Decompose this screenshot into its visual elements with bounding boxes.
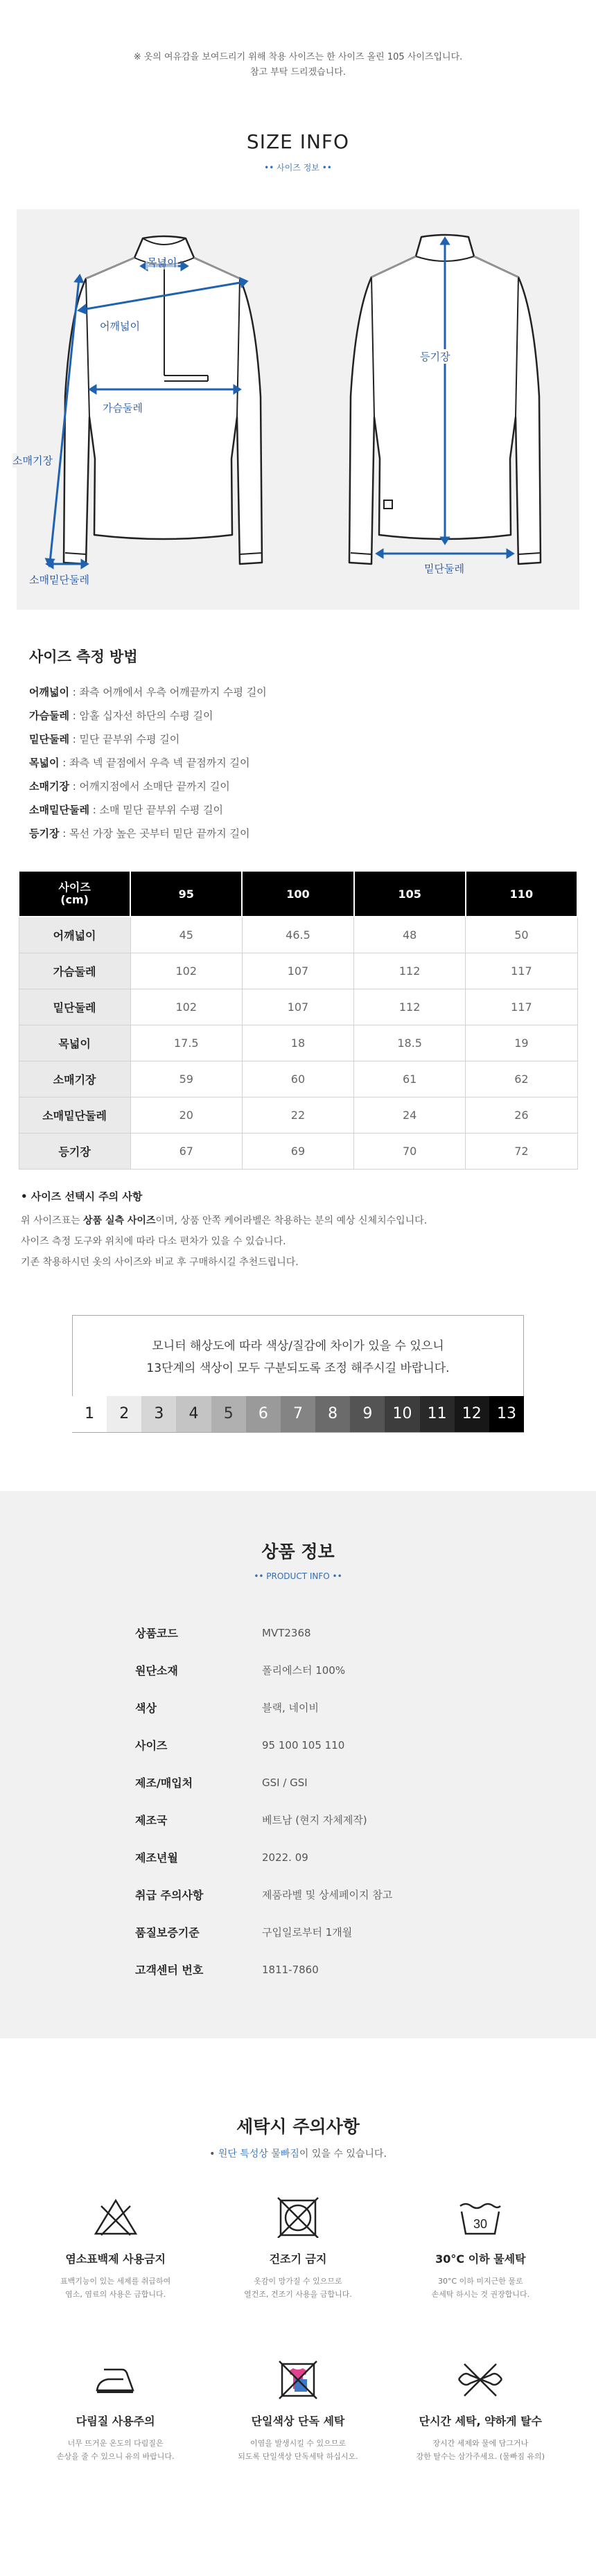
size-table-header: [19, 871, 577, 917]
measure-value: : 목선 가장 높은 곳부터 밑단 끝까지 길이: [59, 827, 250, 840]
size-value-cell: 102: [130, 989, 242, 1025]
row-label-cell: 등기장: [19, 1133, 130, 1169]
product-info-row: [135, 1689, 596, 1727]
product-info-row: [135, 1951, 596, 1988]
size-value-cell: 26: [466, 1097, 577, 1133]
product-info-list: [135, 1614, 596, 1988]
row-label-cell: 소매기장: [19, 1061, 130, 1097]
measure-key: 목넓이: [29, 757, 60, 769]
caution-line-1: 위 사이즈표는 상품 실측 사이즈이며, 상품 안쪽 케어라벨은 착용하는 분의 예상 신체치수입니다.: [21, 1215, 428, 1226]
product-info-row: [135, 1801, 596, 1839]
size-value-cell: 18: [242, 1025, 353, 1061]
product-info-row: [135, 1727, 596, 1764]
measure-key: 소매기장: [29, 780, 69, 793]
header-cell: 110: [466, 871, 577, 917]
size-value-cell: 22: [242, 1097, 353, 1133]
info-value: 구입일로부터 1개월: [262, 1926, 353, 1939]
table-row: [19, 917, 577, 953]
wash-30-icon: [456, 2196, 505, 2238]
caution-line-3: 기존 착용하시던 옷의 사이즈와 비교 후 구매하시길 추천드립니다.: [21, 1256, 299, 1268]
table-row: [19, 1061, 577, 1097]
size-value-cell: 112: [354, 989, 466, 1025]
size-value-cell: 67: [130, 1133, 242, 1169]
table-row: [19, 989, 577, 1025]
label-neck: 목넓이: [147, 256, 177, 269]
size-value-cell: 70: [354, 1133, 466, 1169]
size-diagram: [12, 209, 579, 610]
info-value: 1811-7860: [262, 1963, 319, 1976]
info-key: 사이즈: [135, 1739, 168, 1752]
wash-title: 세탁시 주의사항: [236, 2116, 360, 2137]
measure-key: 소매밑단둘레: [29, 804, 89, 816]
info-value: 제품라벨 및 상세페이지 참고: [262, 1889, 393, 1901]
gray-step: 12: [455, 1396, 489, 1432]
gray-step: 8: [315, 1396, 350, 1432]
header-cell: 105: [354, 871, 466, 917]
wash-item-desc: 장시간 세제와 물에 담그거나 강한 탈수는 삼가주세요. (물빠짐 유의): [416, 2438, 545, 2461]
gray-step: 3: [141, 1396, 176, 1432]
product-info-row: [135, 1914, 596, 1951]
info-key: 제조국: [135, 1814, 168, 1827]
wash-item-name: 단시간 세탁, 약하게 탈수: [419, 2414, 542, 2428]
gray-step: 11: [420, 1396, 455, 1432]
gray-step: 1: [72, 1396, 107, 1432]
info-value: MVT2368: [262, 1626, 311, 1639]
wash-grid: [24, 2196, 572, 2494]
info-key: 고객센터 번호: [135, 1964, 204, 1977]
size-value-cell: 24: [354, 1097, 466, 1133]
measure-value: : 암홀 십자선 하단의 수평 길이: [69, 709, 213, 722]
table-row: [19, 1133, 577, 1169]
no-bleach-icon: [91, 2196, 140, 2238]
size-value-cell: 45: [130, 917, 242, 953]
gray-step: 6: [246, 1396, 281, 1432]
wash-item: [389, 2358, 572, 2494]
svg-text:30: 30: [473, 2216, 488, 2231]
measure-value: : 좌측 넥 끝점에서 우측 넥 끝점까지 길이: [59, 757, 250, 769]
gray-step: 4: [176, 1396, 211, 1432]
measure-key: 어깨넓이: [29, 686, 69, 698]
label-cuff: 소매밑단둘레: [29, 574, 89, 586]
gray-step: 10: [385, 1396, 419, 1432]
row-label-cell: 소매밑단둘레: [19, 1097, 130, 1133]
header-cell: 100: [242, 871, 353, 917]
wash-item-desc: 30°C 이하 미지근한 물로 손세탁 하시는 것 권장합니다.: [431, 2276, 530, 2299]
size-value-cell: 60: [242, 1061, 353, 1097]
measure-row: [29, 822, 596, 845]
measure-row: [29, 775, 596, 798]
row-label-cell: 밑단둘레: [19, 989, 130, 1025]
measure-value: : 소매 밑단 끝부위 수평 길이: [89, 804, 224, 816]
monitor-line-1: 모니터 해상도에 따라 색상/질감에 차이가 있을 수 있으니: [152, 1339, 444, 1353]
product-title: 상품 정보: [261, 1541, 335, 1562]
caution-title: • 사이즈 선택시 주의 사항: [21, 1190, 143, 1203]
size-value-cell: 107: [242, 953, 353, 989]
wash-item: [24, 2196, 207, 2332]
size-info-subtitle: •• 사이즈 정보 ••: [264, 163, 332, 173]
measure-row: [29, 704, 596, 727]
header-cell: 사이즈 (cm): [19, 871, 130, 917]
row-label-cell: 가슴둘레: [19, 953, 130, 989]
notice-line-1: ※ 옷의 여유감을 보여드리기 위해 착용 사이즈는 한 사이즈 올린 105 사이즈입니다.: [133, 52, 463, 62]
label-hem: 밑단둘레: [424, 563, 464, 575]
measure-title: 사이즈 측정 방법: [29, 649, 138, 665]
info-key: 제조년월: [135, 1851, 178, 1864]
gray-step: 7: [281, 1396, 315, 1432]
row-label-cell: 목넓이: [19, 1025, 130, 1061]
product-info-row: [135, 1839, 596, 1876]
front-shirt-outline: [64, 236, 262, 564]
separate-wash-icon: [274, 2358, 322, 2400]
size-value-cell: 107: [242, 989, 353, 1025]
no-tumble-dry-icon: [274, 2196, 322, 2238]
info-value: 폴리에스터 100%: [262, 1664, 346, 1677]
measure-key: 등기장: [29, 827, 60, 840]
info-key: 색상: [135, 1702, 157, 1715]
table-row: [19, 1025, 577, 1061]
info-key: 취급 주의사항: [135, 1889, 204, 1902]
size-value-cell: 50: [466, 917, 577, 953]
size-value-cell: 59: [130, 1061, 242, 1097]
info-value: 2022. 09: [262, 1851, 308, 1864]
product-info-section: [0, 1491, 596, 2038]
label-length: 등기장: [420, 351, 450, 363]
measure-row: [29, 751, 596, 775]
info-key: 품질보증기준: [135, 1926, 200, 1939]
label-sleeve: 소매기장: [12, 455, 53, 467]
wash-item: [389, 2196, 572, 2332]
wash-item: [24, 2358, 207, 2494]
measure-value: : 어깨지점에서 소매단 끝까지 길이: [69, 780, 230, 793]
table-row: [19, 953, 577, 989]
wash-item-name: 건조기 금지: [269, 2252, 327, 2266]
wash-subtitle: • 원단 특성상 물빠짐이 있을 수 있습니다.: [209, 2148, 387, 2160]
measure-row: [29, 680, 596, 704]
wash-item-name: 30°C 이하 물세탁: [435, 2252, 526, 2266]
top-notice: [0, 0, 596, 78]
gray-step: 5: [211, 1396, 246, 1432]
measure-row: [29, 727, 596, 751]
wash-item-desc: 옷감이 망가질 수 있으므로 열건조, 건조기 사용을 금합니다.: [244, 2276, 352, 2299]
size-value-cell: 117: [466, 953, 577, 989]
info-value: 베트남 (현지 자체제작): [262, 1814, 367, 1826]
no-wring-icon: [456, 2358, 505, 2400]
info-value: 블랙, 네이비: [262, 1702, 319, 1714]
size-value-cell: 19: [466, 1025, 577, 1061]
product-info-row: [135, 1876, 596, 1914]
product-info-row: [135, 1764, 596, 1801]
size-caution: [0, 1170, 596, 1315]
measure-value: : 좌측 어깨에서 우측 어깨끝까지 수평 길이: [69, 686, 267, 698]
size-value-cell: 61: [354, 1061, 466, 1097]
product-info-row: [135, 1652, 596, 1689]
caution-line-2: 사이즈 측정 도구와 위치에 따라 다소 편차가 있을 수 있습니다.: [21, 1235, 286, 1247]
wash-item-name: 다림질 사용주의: [76, 2414, 155, 2428]
size-info-title: SIZE INFO: [246, 130, 350, 153]
size-value-cell: 112: [354, 953, 466, 989]
size-value-cell: 117: [466, 989, 577, 1025]
table-row: [19, 1097, 577, 1133]
wash-section: [0, 2038, 596, 2576]
size-table: [18, 870, 578, 1170]
size-value-cell: 62: [466, 1061, 577, 1097]
measure-value: : 밑단 끝부위 수평 길이: [69, 733, 180, 746]
wash-item: [207, 2358, 389, 2494]
wash-item-desc: 이염을 발생시킬 수 있으므로 되도록 단일색상 단독세탁 하십시오.: [238, 2438, 358, 2461]
gray-step: 2: [107, 1396, 141, 1432]
wash-item-name: 염소표백제 사용금지: [65, 2252, 166, 2266]
info-key: 제조/매입처: [135, 1776, 193, 1790]
size-value-cell: 48: [354, 917, 466, 953]
wash-item-desc: 너무 뜨거운 온도의 다림질은 손상을 줄 수 있으니 유의 바랍니다.: [56, 2438, 175, 2461]
product-info-row: [135, 1614, 596, 1652]
product-subtitle: •• PRODUCT INFO ••: [254, 1571, 342, 1581]
info-key: 원단소재: [135, 1664, 178, 1677]
size-value-cell: 18.5: [354, 1025, 466, 1061]
info-value: 95 100 105 110: [262, 1738, 345, 1752]
wash-item: [207, 2196, 389, 2332]
row-label-cell: 어깨넓이: [19, 917, 130, 953]
size-value-cell: 46.5: [242, 917, 353, 953]
label-chest: 가슴둘레: [103, 402, 143, 414]
size-value-cell: 17.5: [130, 1025, 242, 1061]
measure-row: [29, 798, 596, 822]
size-value-cell: 69: [242, 1133, 353, 1169]
measure-key: 가슴둘레: [29, 709, 69, 722]
header-cell: 95: [130, 871, 242, 917]
notice-line-2: 참고 부탁 드리겠습니다.: [250, 67, 346, 78]
gray-scale: [72, 1396, 524, 1432]
monitor-notice: [72, 1315, 524, 1433]
label-shoulder: 어깨넓이: [100, 320, 140, 333]
monitor-line-2: 13단계의 색상이 모두 구분되도록 조정 해주시길 바랍니다.: [146, 1361, 450, 1375]
gray-step: 13: [489, 1396, 524, 1432]
size-value-cell: 72: [466, 1133, 577, 1169]
info-key: 상품코드: [135, 1627, 178, 1640]
wash-item-name: 단일색상 단독 세탁: [251, 2414, 345, 2428]
size-value-cell: 20: [130, 1097, 242, 1133]
gray-step: 9: [350, 1396, 385, 1432]
measure-key: 밑단둘레: [29, 733, 69, 746]
iron-icon: [91, 2358, 140, 2400]
info-value: GSI / GSI: [262, 1776, 308, 1789]
measure-method: [0, 610, 596, 870]
size-value-cell: 102: [130, 953, 242, 989]
wash-item-desc: 표백기능이 있는 세제를 취급하여 염소, 염료의 사용은 금합니다.: [60, 2276, 171, 2299]
